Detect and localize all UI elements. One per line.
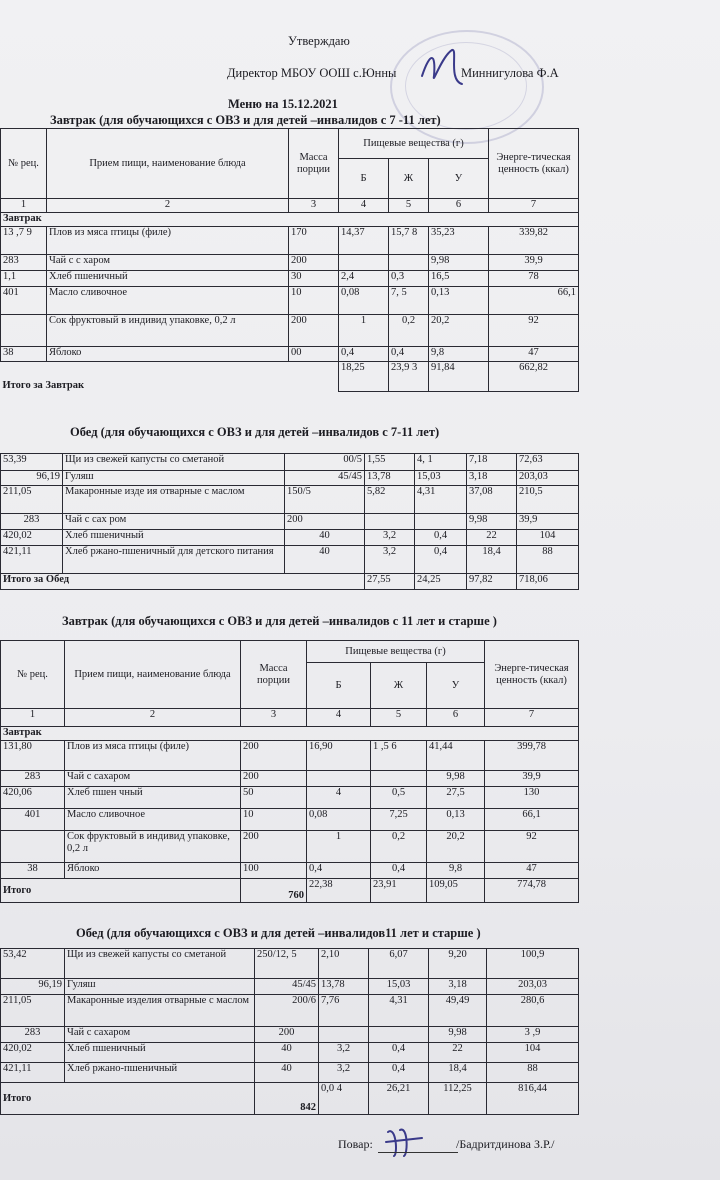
t1-title: Завтрак (для обучающихся с ОВЗ и для детей –инвалидов с 7 -11 лет) <box>50 113 441 127</box>
col-nutr: Пищевые вещества (г) <box>307 641 485 663</box>
table-row: 420,02 Хлеб пшеничный 40 3,2 0,4 22 104 <box>1 530 579 546</box>
col-mass: Масса порции <box>289 129 339 199</box>
breakfast-table-7-11 <box>0 128 579 392</box>
index-row: 1 2 3 4 5 6 7 <box>1 709 579 727</box>
director-name: Миннигулова Ф.А <box>461 66 559 80</box>
cook-name: /Бадритдинова З.Р./ <box>456 1137 555 1151</box>
col-b: Б <box>339 159 389 199</box>
total-row: Итого за Обед 27,55 24,25 97,82 718,06 <box>1 574 579 590</box>
table-row: 13 ,7 9 Плов из мяса птицы (филе) 170 14,37 15,7 8 35,23 339,82 <box>1 227 579 255</box>
table-row: 283 Чай с с харом 200 9,98 39,9 <box>1 255 579 271</box>
col-dish: Прием пищи, наименование блюда <box>65 641 241 709</box>
director-label: Директор МБОУ ООШ с.Юнны <box>227 66 397 80</box>
table-row: 211,05 Макаронные изделия отварные с маслом 200/6 7,76 4,31 49,49 280,6 <box>1 995 579 1027</box>
col-nutr: Пищевые вещества (г) <box>339 129 489 159</box>
table-row: 283 Чай с сах ром 200 9,98 39,9 <box>1 514 579 530</box>
t2-title: Обед (для обучающихся с ОВЗ и для детей –инвалидов с 7-11 лет) <box>70 425 440 439</box>
col-u: У <box>429 159 489 199</box>
table-row: 1,1 Хлеб пшеничный 30 2,4 0,3 16,5 78 <box>1 271 579 287</box>
table-row: 421,11 Хлеб ржано-пшеничный для детского питания 40 3,2 0,4 18,4 88 <box>1 546 579 574</box>
table-row: 96,19 Гуляш 45/45 13,78 15,03 3,18 203,03 <box>1 979 579 995</box>
total-row: Итого 842 0,0 4 26,21 112,25 816,44 <box>1 1083 579 1115</box>
table-row: 421,11 Хлеб ржано-пшеничный 40 3,2 0,4 18,4 88 <box>1 1063 579 1083</box>
index-row: 1 2 3 4 5 6 7 <box>1 199 579 213</box>
col-zh: Ж <box>389 159 429 199</box>
menu-date: Меню на 15.12.2021 <box>228 97 338 111</box>
col-mass: Масса порции <box>241 641 307 709</box>
t4-title: Обед (для обучающихся с ОВЗ и для детей –инвалидов11 лет и старше ) <box>76 926 481 940</box>
table-row: 401 Масло сливочное 10 0,08 7,25 0,13 66,1 <box>1 809 579 831</box>
col-zh: Ж <box>371 663 427 709</box>
total-row: Итого за Завтрак 18,25 23,9 3 91,84 662,82 <box>1 362 579 392</box>
table-row: 283 Чай с сахаром 200 9,98 3 ,9 <box>1 1027 579 1043</box>
table-row: 420,06 Хлеб пшен чный 50 4 0,5 27,5 130 <box>1 787 579 809</box>
table-row: 96,19 Гуляш 45/45 13,78 15,03 3,18 203,03 <box>1 471 579 486</box>
table-row: 420,02 Хлеб пшеничный 40 3,2 0,4 22 104 <box>1 1043 579 1063</box>
col-energy: Энерге-тическая ценность (ккал) <box>485 641 579 709</box>
col-energy: Энерге-тическая ценность (ккал) <box>489 129 579 199</box>
table-row: 131,80 Плов из мяса птицы (филе) 200 16,90 1 ,5 6 41,44 399,78 <box>1 741 579 771</box>
lunch-table-7-11 <box>0 453 579 590</box>
section-label: Завтрак <box>1 213 579 227</box>
table-row: 53,39 Щи из свежей капусты со сметаной 00/5 1,55 4, 1 7,18 72,63 <box>1 454 579 471</box>
table-row: 38 Яблоко 00 0,4 0,4 9,8 47 <box>1 347 579 362</box>
t3-title: Завтрак (для обучающихся с ОВЗ и для детей –инвалидов с 11 лет и старше ) <box>62 614 497 628</box>
col-b: Б <box>307 663 371 709</box>
cook-label: Повар: <box>338 1137 373 1151</box>
col-num: № рец. <box>1 129 47 199</box>
table-row: Сок фруктовый в индивид упаковке, 0,2 л 200 1 0,2 20,2 92 <box>1 315 579 347</box>
breakfast-table-11-plus <box>0 640 579 903</box>
total-row: Итого 760 22,38 23,91 109,05 774,78 <box>1 879 579 903</box>
table-row: 283 Чай с сахаром 200 9,98 39,9 <box>1 771 579 787</box>
cook-signature <box>382 1124 430 1160</box>
lunch-table-11-plus <box>0 948 579 1115</box>
table-row: Сок фруктовый в индивид упаковке, 0,2 л 200 1 0,2 20,2 92 <box>1 831 579 863</box>
table-row: 401 Масло сливочное 10 0,08 7, 5 0,13 66,1 <box>1 287 579 315</box>
col-u: У <box>427 663 485 709</box>
approve-label: Утверждаю <box>288 34 350 48</box>
table-row: 211,05 Макаронные изде ия отварные с маслом 150/5 5,82 4,31 37,08 210,5 <box>1 486 579 514</box>
col-num: № рец. <box>1 641 65 709</box>
col-dish: Прием пищи, наименование блюда <box>47 129 289 199</box>
signature-line <box>378 1152 458 1153</box>
table-row: 38 Яблоко 100 0,4 0,4 9,8 47 <box>1 863 579 879</box>
table-row: 53,42 Щи из свежей капусты со сметаной 250/12, 5 2,10 6,07 9,20 100,9 <box>1 949 579 979</box>
section-label: Завтрак <box>1 727 579 741</box>
